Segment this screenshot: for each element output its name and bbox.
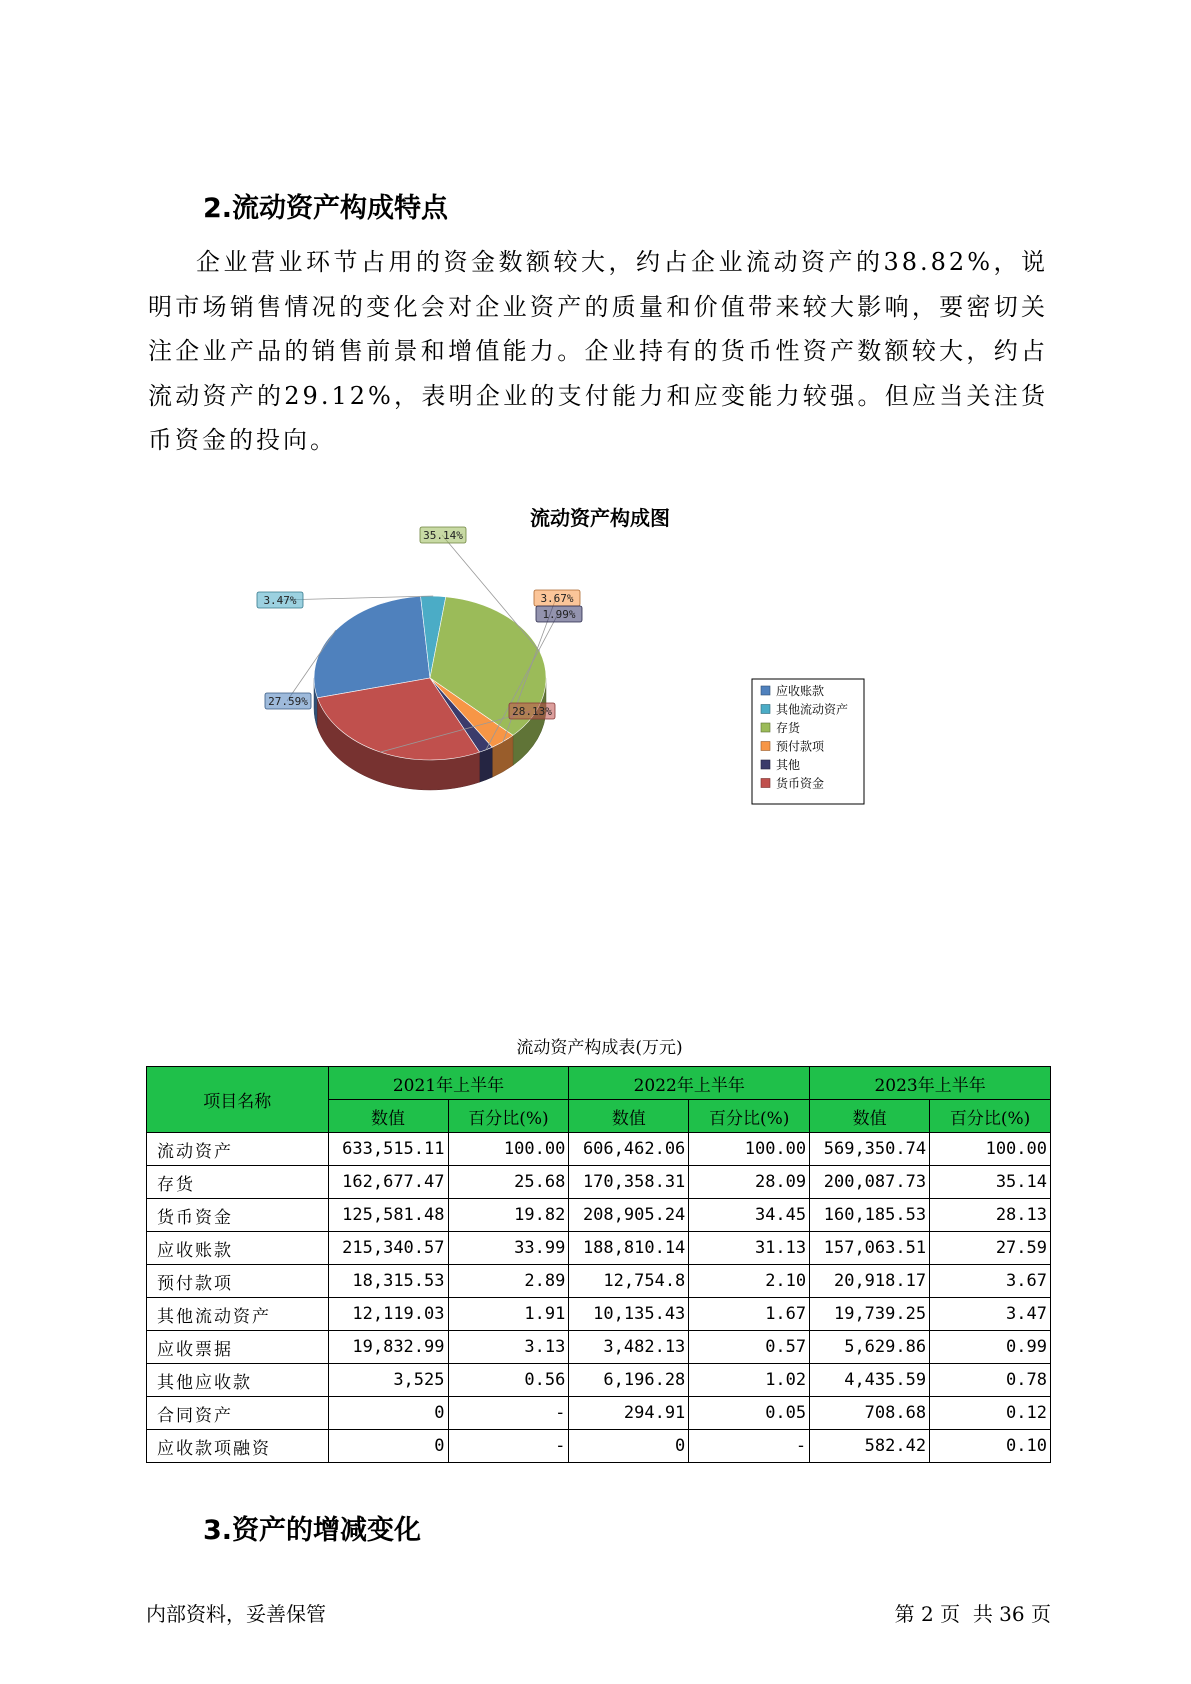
table-row xyxy=(147,1166,1051,1199)
value-cell: 569,350.74 xyxy=(810,1133,930,1166)
percent-cell: 0.12 xyxy=(930,1397,1051,1430)
percent-header: 百分比(%) xyxy=(689,1100,810,1133)
row-label: 其他应收款 xyxy=(147,1364,329,1397)
row-label: 货币资金 xyxy=(147,1199,329,1232)
legend-swatch-1 xyxy=(761,705,770,714)
current-assets-table xyxy=(146,1066,1051,1463)
value-cell: 633,515.11 xyxy=(328,1133,448,1166)
legend-entry-5: 货币资金 xyxy=(776,776,825,791)
percent-cell: 35.14 xyxy=(930,1166,1051,1199)
value-header: 数值 xyxy=(810,1100,930,1133)
row-label: 应收款项融资 xyxy=(147,1430,329,1463)
period-header: 2021年上半年 xyxy=(328,1067,569,1100)
value-cell: 162,677.47 xyxy=(328,1166,448,1199)
percent-cell: 2.89 xyxy=(448,1265,569,1298)
value-cell: 0 xyxy=(328,1430,448,1463)
percent-cell: 28.13 xyxy=(930,1199,1051,1232)
legend-swatch-0 xyxy=(761,686,770,695)
row-label: 应收票据 xyxy=(147,1331,329,1364)
value-cell: 12,754.8 xyxy=(569,1265,689,1298)
percent-cell: 1.67 xyxy=(689,1298,810,1331)
percent-cell: 19.82 xyxy=(448,1199,569,1232)
pie-chart xyxy=(240,529,880,815)
percent-cell: 34.45 xyxy=(689,1199,810,1232)
value-header: 数值 xyxy=(569,1100,689,1133)
percent-cell: 25.68 xyxy=(448,1166,569,1199)
value-header: 数值 xyxy=(328,1100,448,1133)
value-cell: 12,119.03 xyxy=(328,1298,448,1331)
percent-cell: 0.57 xyxy=(689,1331,810,1364)
percent-cell: 0.05 xyxy=(689,1397,810,1430)
value-cell: 582.42 xyxy=(810,1430,930,1463)
value-cell: 5,629.86 xyxy=(810,1331,930,1364)
value-cell: 294.91 xyxy=(569,1397,689,1430)
row-label: 其他流动资产 xyxy=(147,1298,329,1331)
percent-cell: 1.02 xyxy=(689,1364,810,1397)
value-cell: 6,196.28 xyxy=(569,1364,689,1397)
percent-cell: - xyxy=(448,1397,569,1430)
percent-cell: 28.09 xyxy=(689,1166,810,1199)
percent-cell: 31.13 xyxy=(689,1232,810,1265)
legend-entry-1: 其他流动资产 xyxy=(776,702,849,717)
table-row xyxy=(147,1331,1051,1364)
legend-entry-3: 预付款项 xyxy=(776,739,825,754)
pie-side-4 xyxy=(480,747,493,782)
value-cell: 208,905.24 xyxy=(569,1199,689,1232)
value-cell: 125,581.48 xyxy=(328,1199,448,1232)
value-cell: 200,087.73 xyxy=(810,1166,930,1199)
percent-header: 百分比(%) xyxy=(930,1100,1051,1133)
footer-left: 内部资料，妥善保管 xyxy=(146,1602,326,1626)
legend-swatch-4 xyxy=(761,760,770,769)
percent-cell: - xyxy=(689,1430,810,1463)
table-header-row xyxy=(147,1067,1051,1100)
pie-top xyxy=(314,596,546,760)
legend-swatch-5 xyxy=(761,779,770,788)
table-row xyxy=(147,1430,1051,1463)
table-caption: 流动资产构成表(万元) xyxy=(516,1038,683,1058)
value-cell: 0 xyxy=(569,1430,689,1463)
table-row xyxy=(147,1364,1051,1397)
row-label: 预付款项 xyxy=(147,1265,329,1298)
value-cell: 19,739.25 xyxy=(810,1298,930,1331)
pie-data-label-0: 27.59% xyxy=(268,695,308,708)
legend-swatch-3 xyxy=(761,742,770,751)
section-2-heading: 2.流动资产构成特点 xyxy=(203,193,449,224)
percent-cell: 3.67 xyxy=(930,1265,1051,1298)
value-cell: 3,482.13 xyxy=(569,1331,689,1364)
period-header: 2022年上半年 xyxy=(569,1067,810,1100)
chart-legend xyxy=(752,679,864,804)
value-cell: 708.68 xyxy=(810,1397,930,1430)
section-2-paragraph: 企业营业环节占用的资金数额较大，约占企业流动资产的38.82%，说明市场销售情况的变化会对企业资产的质量和价值带来较大影响，要密切关注企业产品的销售前景和增值能力。企业持有的货币性资产数额较大，约占流动资产的29.12%，表明企业的支付能力和应变能力较强。但应当关注货币资金的投向。 xyxy=(148,248,1048,454)
period-header: 2023年上半年 xyxy=(810,1067,1051,1100)
value-cell: 0 xyxy=(328,1397,448,1430)
table-row xyxy=(147,1199,1051,1232)
percent-cell: 100.00 xyxy=(448,1133,569,1166)
pie-data-label-2: 35.14% xyxy=(423,529,463,542)
legend-entry-4: 其他 xyxy=(776,758,801,772)
percent-cell: 0.10 xyxy=(930,1430,1051,1463)
percent-cell: 1.91 xyxy=(448,1298,569,1331)
percent-cell: 2.10 xyxy=(689,1265,810,1298)
item-name-header: 项目名称 xyxy=(147,1067,329,1133)
row-label: 存货 xyxy=(147,1166,329,1199)
percent-cell: 0.56 xyxy=(448,1364,569,1397)
percent-cell: 100.00 xyxy=(689,1133,810,1166)
value-cell: 188,810.14 xyxy=(569,1232,689,1265)
footer-page-number: 第 2 页 共 36 页 xyxy=(894,1602,1051,1626)
legend-entry-2: 存货 xyxy=(776,721,801,735)
value-cell: 10,135.43 xyxy=(569,1298,689,1331)
row-label: 合同资产 xyxy=(147,1397,329,1430)
table-row xyxy=(147,1265,1051,1298)
percent-cell: 27.59 xyxy=(930,1232,1051,1265)
value-cell: 160,185.53 xyxy=(810,1199,930,1232)
pie-data-label-3: 3.67% xyxy=(540,592,574,605)
value-cell: 157,063.51 xyxy=(810,1232,930,1265)
row-label: 流动资产 xyxy=(147,1133,329,1166)
percent-cell: 100.00 xyxy=(930,1133,1051,1166)
table-row xyxy=(147,1133,1051,1166)
percent-cell: 33.99 xyxy=(448,1232,569,1265)
value-cell: 19,832.99 xyxy=(328,1331,448,1364)
pie-data-label-5: 28.13% xyxy=(512,705,552,718)
legend-entry-0: 应收账款 xyxy=(776,684,825,698)
value-cell: 18,315.53 xyxy=(328,1265,448,1298)
value-cell: 3,525 xyxy=(328,1364,448,1397)
percent-cell: - xyxy=(448,1430,569,1463)
pie-data-label-4: 1.99% xyxy=(542,608,576,621)
legend-swatch-2 xyxy=(761,723,770,732)
percent-header: 百分比(%) xyxy=(448,1100,569,1133)
value-cell: 170,358.31 xyxy=(569,1166,689,1199)
row-label: 应收账款 xyxy=(147,1232,329,1265)
table-row xyxy=(147,1232,1051,1265)
section-3-heading: 3.资产的增减变化 xyxy=(203,1515,422,1546)
percent-cell: 0.99 xyxy=(930,1331,1051,1364)
percent-cell: 3.13 xyxy=(448,1331,569,1364)
value-cell: 215,340.57 xyxy=(328,1232,448,1265)
table-row xyxy=(147,1298,1051,1331)
value-cell: 606,462.06 xyxy=(569,1133,689,1166)
percent-cell: 3.47 xyxy=(930,1298,1051,1331)
value-cell: 4,435.59 xyxy=(810,1364,930,1397)
percent-cell: 0.78 xyxy=(930,1364,1051,1397)
pie-data-label-1: 3.47% xyxy=(263,594,297,607)
value-cell: 20,918.17 xyxy=(810,1265,930,1298)
chart-title: 流动资产构成图 xyxy=(530,506,670,530)
table-row xyxy=(147,1397,1051,1430)
